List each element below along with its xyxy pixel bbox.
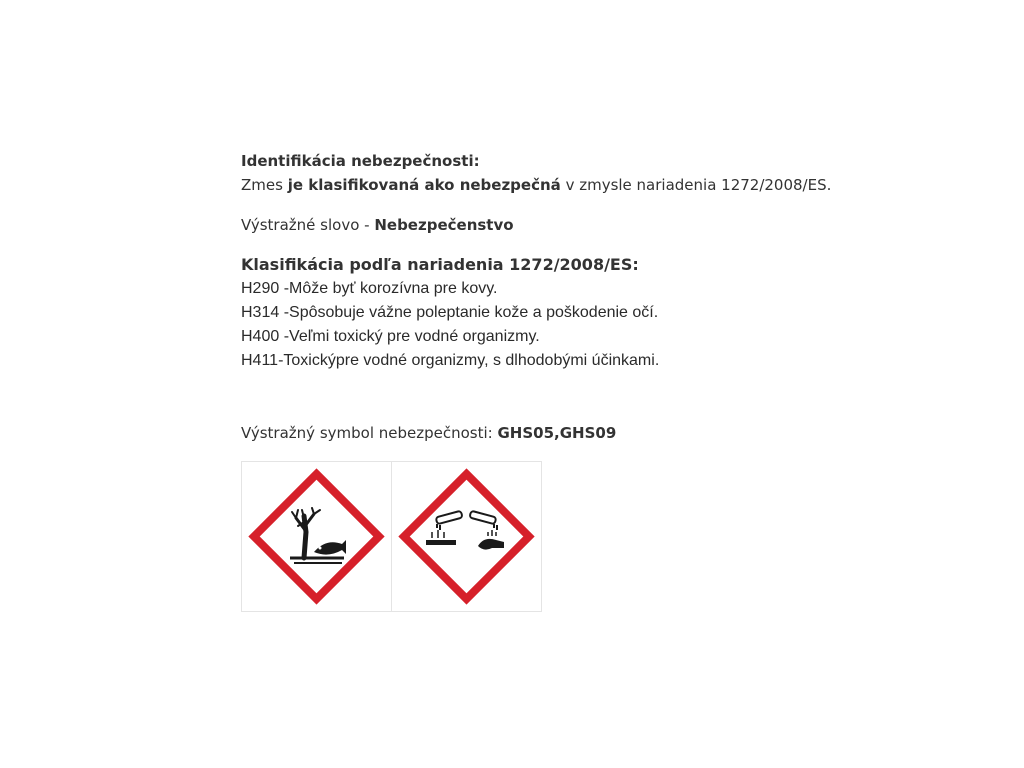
signal-word (241, 215, 514, 235)
identification-heading: Identifikácia nebezpečnosti: (241, 152, 480, 170)
classification-heading: Klasifikácia podľa nariadenia 1272/2008/ES: (241, 255, 639, 274)
identification-text-pre: Zmes (241, 176, 288, 194)
hazard-statement: H314 -Spôsobuje vážne poleptanie kože a poškodenie očí. (241, 304, 659, 321)
hazard-symbol-label: Výstražný symbol nebezpečnosti: (241, 424, 498, 442)
hazard-statement: H411-Toxickýpre vodné organizmy, s dlhodobými účinkami. (241, 352, 660, 369)
pictogram-row (241, 461, 541, 611)
identification-text (241, 175, 831, 195)
identification-text-bold: je klasifikovaná ako nebezpečná (287, 176, 561, 194)
corrosion-icon (392, 462, 541, 611)
hazard-statement: H400 -Veľmi toxický pre vodné organizmy. (241, 328, 540, 345)
environment-hazard-icon (242, 462, 391, 611)
hazard-symbol-line (241, 423, 616, 443)
hazard-symbol-value: GHS05,GHS09 (497, 424, 617, 442)
hazard-statement: H290 -Môže byť korozívna pre kovy. (241, 280, 498, 297)
identification-text-post: v zmysle nariadenia 1272/2008/ES. (560, 176, 832, 194)
ghs05-pictogram (391, 461, 542, 612)
ghs09-pictogram (241, 461, 392, 612)
signal-word-value: Nebezpečenstvo (374, 216, 514, 234)
signal-word-label: Výstražné slovo - (241, 216, 375, 234)
